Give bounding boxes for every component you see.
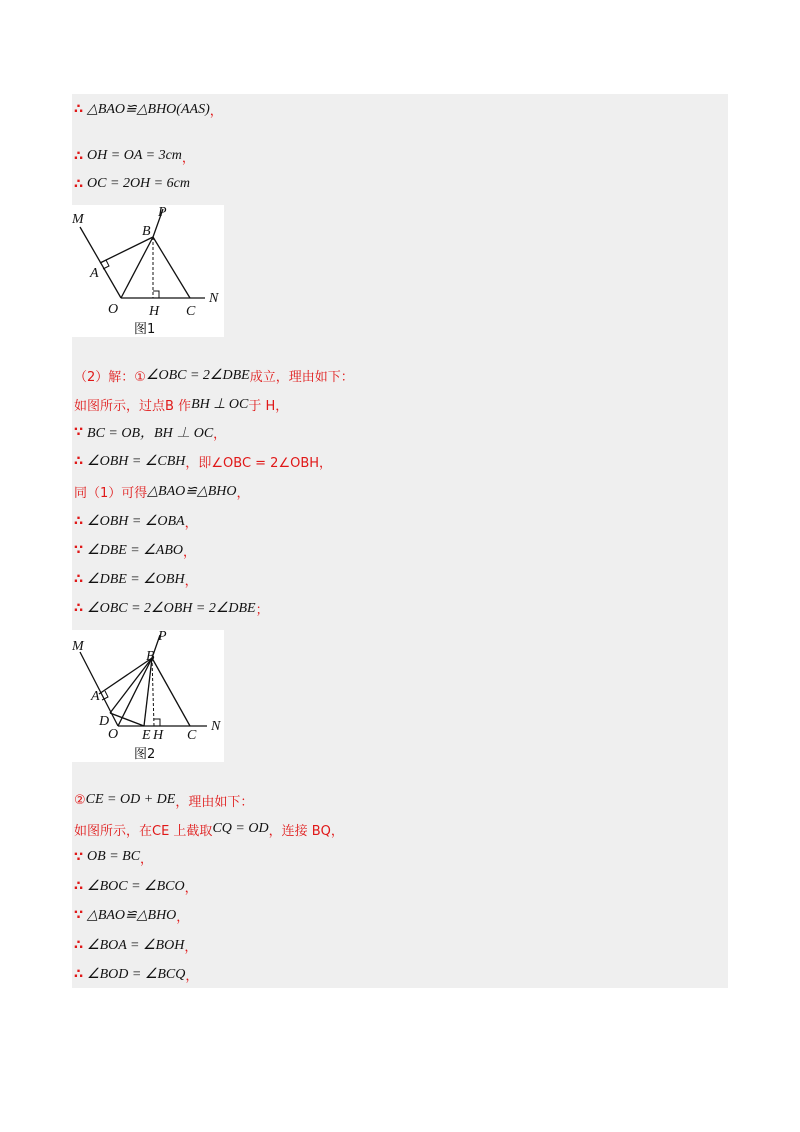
label-N: N — [209, 291, 219, 306]
proof-line-6 — [74, 420, 226, 444]
figure-1 — [72, 205, 224, 337]
proof-line-16 — [74, 874, 198, 898]
math-expr: BH ⊥ OC — [191, 396, 249, 412]
math-expr: CE = OD + DE — [85, 792, 176, 807]
therefore-symbol: ∴ — [74, 148, 84, 164]
math-expr: OH = OA = 3cm — [87, 148, 182, 163]
math-expr: △BAO≌△BHO(AAS) — [87, 101, 210, 117]
label-O: O — [108, 302, 119, 317]
therefore-symbol: ∴ — [74, 513, 84, 529]
line-tail: ， — [176, 909, 190, 925]
proof-line-19 — [74, 962, 198, 986]
label-C: C — [187, 728, 197, 743]
label-O: O — [108, 727, 119, 742]
math-expr: BC = OB，BH ⊥ OC — [87, 426, 214, 441]
figure-2-diagram — [72, 630, 224, 762]
figure-1-diagram — [72, 205, 224, 337]
proof-line-11 — [74, 567, 198, 591]
line-tail: ， — [140, 851, 154, 867]
line-tail: ， — [183, 544, 197, 560]
math-expr: ∠DBE = ∠OBH — [87, 571, 185, 587]
because-symbol: ∵ — [74, 542, 84, 558]
label-N: N — [211, 719, 221, 734]
therefore-symbol: ∴ — [74, 176, 84, 192]
line-tail: 于 H， — [248, 398, 289, 414]
proof-line-2 — [74, 144, 195, 168]
line-tail: ，连接 BQ， — [268, 823, 344, 839]
therefore-symbol: ∴ — [74, 600, 84, 616]
therefore-symbol: ∴ — [74, 101, 84, 117]
line-tail: ， — [213, 426, 227, 442]
math-expr: ∠BOC = ∠BCO — [87, 878, 185, 894]
label-C: C — [186, 304, 196, 319]
proof-line-8 — [74, 479, 250, 503]
math-expr: CQ = OD — [212, 821, 269, 836]
line-tail: ； — [255, 602, 269, 618]
proof-line-9 — [74, 509, 198, 533]
line-prefix: （2）解：① — [74, 369, 146, 385]
proof-line-3 — [74, 172, 190, 196]
label-M: M — [72, 212, 84, 227]
proof-line-14 — [74, 817, 344, 841]
math-expr: ∠BOD = ∠BCQ — [87, 966, 186, 982]
label-B: B — [146, 649, 155, 664]
label-H: H — [153, 728, 164, 743]
proof-line-12 — [74, 596, 269, 620]
math-expr: ∠BOA = ∠BOH — [87, 937, 185, 953]
label-M: M — [72, 639, 84, 654]
math-expr: ∠DBE = ∠ABO — [87, 542, 184, 558]
label-E: E — [142, 728, 151, 743]
proof-line-4 — [74, 363, 354, 387]
figure-2-caption: 图2 — [134, 747, 156, 762]
math-expr: OB = BC — [87, 849, 141, 864]
figure-2 — [72, 630, 224, 762]
proof-line-18 — [74, 933, 197, 957]
figure-1-caption: 图1 — [134, 322, 156, 337]
math-expr: ∠OBC = 2∠DBE — [145, 367, 250, 383]
proof-line-10 — [74, 538, 196, 562]
line-tail: ，理由如下： — [175, 794, 254, 810]
line-tail: ， — [184, 880, 198, 896]
proof-line-13 — [74, 788, 253, 812]
line-prefix: 同（1）可得 — [74, 485, 148, 501]
math-expr: △BAO≌△BHO — [147, 483, 237, 499]
math-expr: OC = 2OH = 6cm — [87, 176, 190, 191]
line-tail: 成立，理由如下： — [249, 369, 354, 385]
label-P: P — [158, 630, 167, 644]
therefore-symbol: ∴ — [74, 966, 84, 982]
proof-line-5 — [74, 392, 288, 416]
label-P: P — [158, 205, 167, 220]
label-A: A — [91, 689, 100, 704]
math-expr: ∠OBH = ∠OBA — [87, 513, 185, 529]
line-tail: ， — [184, 573, 198, 589]
label-D: D — [99, 714, 110, 729]
proof-line-7 — [74, 449, 332, 473]
label-A: A — [90, 266, 99, 281]
therefore-symbol: ∴ — [74, 453, 84, 469]
proof-line-15 — [74, 845, 153, 869]
proof-line-17 — [74, 903, 189, 927]
math-expr: ∠OBC = 2∠OBH = 2∠DBE — [87, 600, 256, 616]
math-expr: △BAO≌△BHO — [87, 907, 177, 923]
because-symbol: ∵ — [74, 424, 84, 440]
therefore-symbol: ∴ — [74, 571, 84, 587]
line-tail: ， — [209, 103, 223, 119]
therefore-symbol: ∴ — [74, 878, 84, 894]
proof-line-1 — [74, 97, 223, 121]
label-H: H — [149, 304, 160, 319]
therefore-symbol: ∴ — [74, 937, 84, 953]
line-tail: ， — [184, 939, 198, 955]
line-tail: ， — [181, 150, 195, 166]
line-tail: ， — [185, 968, 199, 984]
line-tail: ，即∠OBC = 2∠OBH， — [185, 455, 333, 471]
line-tail: ， — [184, 515, 198, 531]
line-prefix: ② — [74, 792, 86, 808]
because-symbol: ∵ — [74, 849, 84, 865]
label-B: B — [142, 224, 151, 239]
line-prefix: 如图所示，过点B 作 — [74, 398, 192, 414]
line-prefix: 如图所示，在CE 上截取 — [74, 823, 213, 839]
math-expr: ∠OBH = ∠CBH — [87, 453, 186, 469]
because-symbol: ∵ — [74, 907, 84, 923]
line-tail: ， — [236, 485, 250, 501]
